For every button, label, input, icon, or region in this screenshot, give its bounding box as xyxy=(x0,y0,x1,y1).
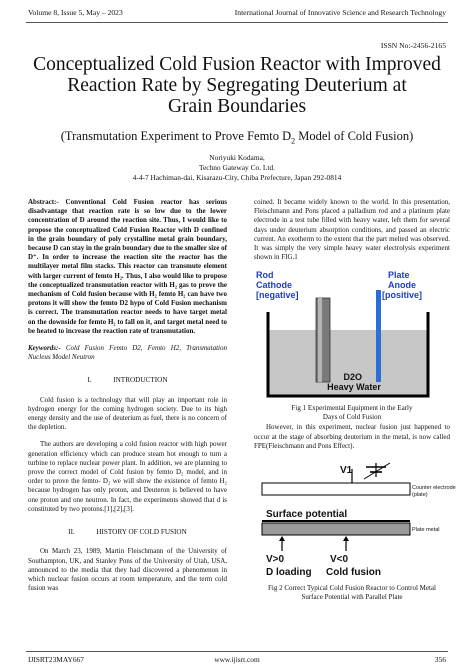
right-paragraph-1: coined. It became widely known to the world. In this presentation, Fleischmann and Pons placed a palladium rod and a platinum plate electrode in a test tube filled with heavy water, left them for several days under deuterium absorption conditions, and passed an electric current. An exotherm to the extent that the part melted was observed. It was simply the very simple heavy water electrolysis experiment shown in FIG.1 xyxy=(254,198,450,262)
paper-id: IJISRT23MAY667 xyxy=(28,655,84,664)
v-positive-label: V>0 xyxy=(266,554,285,566)
counter-electrode xyxy=(262,483,410,495)
intro-paragraph-1: Cold fusion is a technology that will play an important role in hydrogen energy for the coming hydrogen society. Due to its high energy density and the use of deuterium as fuel, there is no concern of the depletion. xyxy=(28,395,227,432)
page-number: 356 xyxy=(434,655,446,664)
header-rule xyxy=(26,22,448,23)
author-name: Noriyuki Kodama, xyxy=(209,153,265,162)
variable-arrow xyxy=(364,463,390,479)
issn: ISSN No:-2456-2165 xyxy=(380,41,446,50)
abstract xyxy=(28,198,227,336)
plate-metal-label: Plate metal xyxy=(412,527,440,534)
title-line: Reaction Rate by Segregating Deuterium at xyxy=(67,75,407,96)
caption-line: Fig 1 Experimental Equipment in the Early xyxy=(291,403,413,412)
caption-line: Days of Cold Fusion xyxy=(322,412,382,421)
figure-1-caption xyxy=(254,404,450,422)
plate-metal xyxy=(262,523,410,535)
author-block xyxy=(22,153,452,182)
v1-label: V1 xyxy=(340,465,353,477)
right-paragraph-2: However, in this experiment, nuclear fusion just happened to occur at the stage of absorbing deuterium in the metal, is now called FPE(Fleischmann and Pons Effect). xyxy=(254,423,450,450)
history-paragraph-1: On March 23, 1989, Martin Fleischmann of the University of Southampton, UK, and Stanley Pons of the University of Utah, USA, announced to the media that they had discovered a phenomenon in which nuclear fusion occurs at room temperature, and the term cold fusion was xyxy=(28,547,227,593)
caption-line: Fig 2 Correct Typical Cold Fusion Reactor to Control Metal xyxy=(268,584,436,593)
author-org: Techno Gateway Co. Ltd. xyxy=(198,162,276,172)
figure-2-diagram xyxy=(254,459,456,579)
platinum-plate xyxy=(376,290,381,382)
title-line: Grain Boundaries xyxy=(167,96,307,117)
left-column xyxy=(28,198,227,601)
figure-1 xyxy=(254,270,450,421)
abstract-label: Abstract:- xyxy=(28,198,59,206)
author-address: 4-4-7 Hachiman-dai, Kisarazu-City, Chiba Prefecture, Japan 292-0814 xyxy=(132,172,342,182)
v-negative-label: V<0 xyxy=(330,554,349,566)
rod-highlight xyxy=(318,298,322,382)
counter-label: Counter electrode (plate) xyxy=(412,485,456,499)
caption-line: Surface Potential with Parallel Plate xyxy=(301,593,403,602)
keywords-label: Keywords:- xyxy=(28,344,61,353)
footer-rule xyxy=(26,651,448,652)
volume-info: Volume 8, Issue 5, May – 2023 xyxy=(28,8,123,17)
abstract-text: Conventional Cold Fusion reactor has serious disadvantage that reaction rate is so low due to the lower concentration of D around the reaction site. Thus, I would like to propose the conceptualized Cold Fusion Reactor with D confined in the grain boundary of poly crystalline metal grain boundary, because D can stay in the grain boundary due to the smaller size of D⁺. In order to increase the reaction site the reactor has the multilayer metal film stacks. This reactor can transmute element with larger current of femto H₂. Thus, I also would like to propose the conceptualized transmutation reactor with H₂ gas to prove the mechanism of Cold fusion because with H₂ femto H₂ can have two protons it will show the femto D2 hypo of Cold Fusion mechanism is correct. The transmutation reactor needs to have target metal on the downside for femto H₂ to fall on it, and target metal need to be heated to increase the reaction rate of transmutation. xyxy=(28,198,227,335)
d-loading-label: D loading xyxy=(266,567,312,579)
journal-website[interactable]: www.ijisrt.com xyxy=(214,655,260,664)
arrow-left-head xyxy=(279,536,285,541)
surface-label: Surface potential xyxy=(266,509,348,521)
title-line: Conceptualized Cold Fusion Reactor with Improved xyxy=(33,54,441,75)
paper-subtitle xyxy=(22,129,452,149)
intro-paragraph-2: The authors are developing a cold fusion reactor with high power generation efficiency which can produce steam hot enough to turn a turbine to replace nuclear power plant. In addition, we are planning to prove the correct model of Cold fusion by femto D₂ model, and in order to prove the femto- D₂ we will show the existence of femto H₂ because hydrogen has only proton, and Deuteron is believed to have one proton and one neutron. In fact, the experiments showed that d is constituted by two protons.[1],[2],[3]. xyxy=(28,440,227,513)
liquid-label: D2O Heavy Water xyxy=(327,372,381,393)
figure-2 xyxy=(254,459,456,604)
section-heading-intro: I. INTRODUCTION xyxy=(87,376,168,385)
figure-1-diagram xyxy=(254,270,450,398)
keywords xyxy=(28,344,227,362)
plate-label: Plate Anode [positive] xyxy=(382,270,423,301)
keywords-text: Cold Fusion Femto D2, Femto H2, Transmutation Nucleus Model Neutron xyxy=(28,344,228,362)
journal-name: International Journal of Innovative Science and Research Technology xyxy=(234,8,446,17)
paper-title xyxy=(22,54,452,117)
section-heading-history: II. HISTORY OF COLD FUSION xyxy=(68,528,187,537)
right-column xyxy=(254,198,456,604)
subtitle-text-end: Model of Cold Fusion) xyxy=(295,129,414,143)
cold-fusion-label: Cold fusion xyxy=(326,567,381,579)
rod-label: Rod Cathode [negative] xyxy=(256,270,299,301)
figure-2-caption xyxy=(254,584,450,602)
subtitle-text: (Transmutation Experiment to Prove Femto D xyxy=(60,129,292,143)
subtitle-subscript: 2 xyxy=(291,136,296,146)
arrow-right-head xyxy=(343,536,349,541)
